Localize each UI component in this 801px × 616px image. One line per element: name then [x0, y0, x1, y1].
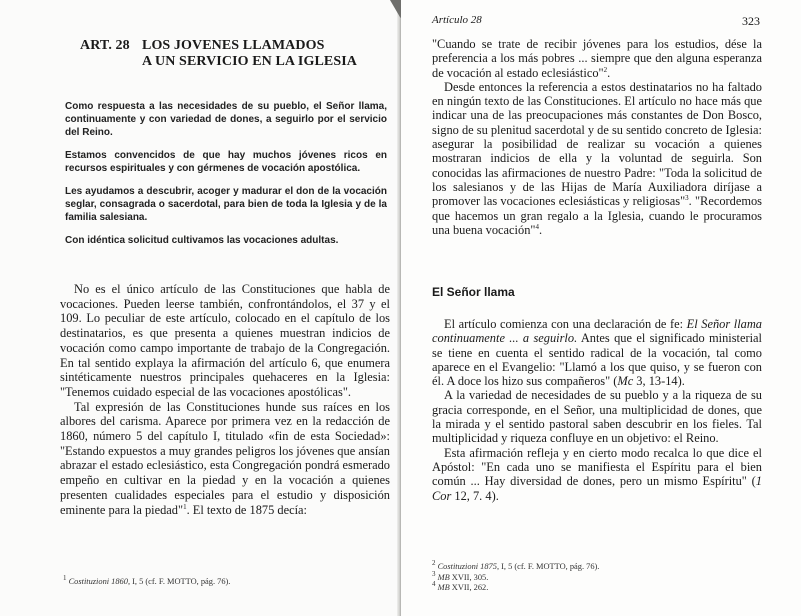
footnote: $^2$ Costituzioni 1875, I, 5 (cf. F. MOTTO, pág. 76).	[432, 559, 600, 571]
body-paragraph: No es el único artículo de las Constituciones que habla de vocaciones. Pueden leerse también, confrontándolos, el 37 y el 109. Lo peculiar de este artículo, colocado en el capítulo de los destinatarios, es que presenta a quienes muestran indicios de vocación como campo importante de trabajo de la Congregación. En tal sentido explaya la afirmación del artículo 6, que enumera sintéticamente nuestros principales quehaceres en la Iglesia: "Tenemos cuidado especial de las vocaciones apostólicas".	[60, 282, 390, 399]
right-footnotes	[432, 559, 752, 594]
section-heading: El Señor llama	[432, 285, 515, 299]
intro-paragraph: Estamos convencidos de que hay muchos jóvenes ricos en recursos espirituales y con gérmenes de vocación apostólica.	[65, 150, 387, 174]
footnote: $^3$ MB XVII, 305.	[432, 569, 489, 582]
title-line-2: A UN SERVICIO EN LA IGLESIA	[142, 54, 357, 69]
body-paragraph: Desde entonces la referencia a estos destinatarios no ha faltado en ningún texto de las Constituciones. El artículo no hace más que indicar una de las preocupaciones más constantes de Don Bosco, signo de su plenitud sacerdotal y de su sentido concreto de Iglesia: asegurar la posibilidad de realizar su vocación a quienes mostraran indicios de ella y la voluntad de seguirla. Son conocidas las afirmaciones de nuestro Padre: "Toda la solicitud de los salesianos y de las Hijas de María Auxiliadora diríjase a promover las vocaciones eclesiásticas y religiosas"$^3$. "Recordemos que hacemos un gran regalo a la Iglesia, cuando le procuramos una buena vocación"$^4$.	[432, 79, 762, 237]
footnote-ref: 1	[183, 502, 187, 511]
right-body-text-bottom	[432, 317, 762, 503]
page-number: 323	[742, 14, 760, 28]
body-paragraph: A la variedad de necesidades de su pueblo y a la riqueza de su gracia corresponde, en el Señor, una multiplicidad de dones, que la mirada y el sentido pastoral saben descubrir en los fieles. Tal multiplicidad y riqueza confluye en un objetivo: el Reino.	[432, 388, 762, 446]
footnote-ref: 3	[685, 194, 689, 203]
article-number: ART. 28	[80, 38, 130, 53]
left-page	[0, 0, 400, 616]
body-paragraph: Tal expresión de las Constituciones hunde sus raíces en los albores del carisma. Aparece por primera vez en la redacción de 1860, número 5 del capítulo I, titulado «fin de esta Sociedad»: "Estando expuestos a muy grandes peligros los jóvenes que ansían abrazar el estado eclesiástico, esta Congregación pondrá esmerado empeño en cultivar en la piedad y en la vocación a quienes presenten cualidades especiales para el estudio y disposición eminente para la piedad"$^1$. El texto de 1875 decía:	[60, 399, 390, 517]
body-paragraph: El artículo comienza con una declaración de fe: El Señor llama continuamente ... a seguirlo. Antes que el significado ministerial se tiene en cuenta el sentido radical de la vocación, tal como aparece en el Evangelio: "Llamó a los que quiso, y se fueron con él. A doce los hizo sus compañeros" (Mc 3, 13-14).	[432, 317, 763, 389]
body-paragraph: Esta afirmación refleja y en cierto modo recalca lo que dice el Apóstol: "En cada uno se manifiesta el Espíritu para el bien común ... Hay diversidad de dones, pero un mismo Espíritu" (1 Cor 12, 7. 4).	[432, 445, 762, 503]
intro-paragraph: Como respuesta a las necesidades de su pueblo, el Señor llama, continuamente y con variedad de dones, a seguirlo por el servicio del Reino.	[65, 101, 387, 138]
intro-paragraph: Les ayudamos a descubrir, acoger y madurar el don de la vocación seglar, consagrada o sacerdotal, para bien de toda la Iglesia y de la familia salesiana.	[65, 186, 387, 223]
footnote-ref: 4	[535, 222, 539, 231]
footnote: $^4$ MB XVII, 262.	[432, 580, 489, 592]
left-body-text	[60, 282, 390, 517]
right-body-text-top	[432, 37, 762, 237]
intro-paragraph: Con idéntica solicitud cultivamos las vocaciones adultas.	[65, 235, 339, 246]
left-footnotes	[63, 576, 383, 587]
running-head: Artículo 28	[432, 14, 482, 26]
title-line-1: LOS JOVENES LLAMADOS	[142, 38, 325, 53]
quote-paragraph: "Cuando se trate de recibir jóvenes para los estudios, dése la preferencia a los más pobres ... siempre que den alguna esperanza de vocación al estado eclesiástico"$^2$.	[432, 37, 762, 80]
article-title	[80, 38, 380, 70]
footnote-ref: 2	[603, 65, 608, 74]
article-intro	[65, 100, 387, 257]
footnote: $^1$ Costituzioni 1860, I, 5 (cf. F. MOTTO, pág. 76).	[63, 574, 231, 586]
